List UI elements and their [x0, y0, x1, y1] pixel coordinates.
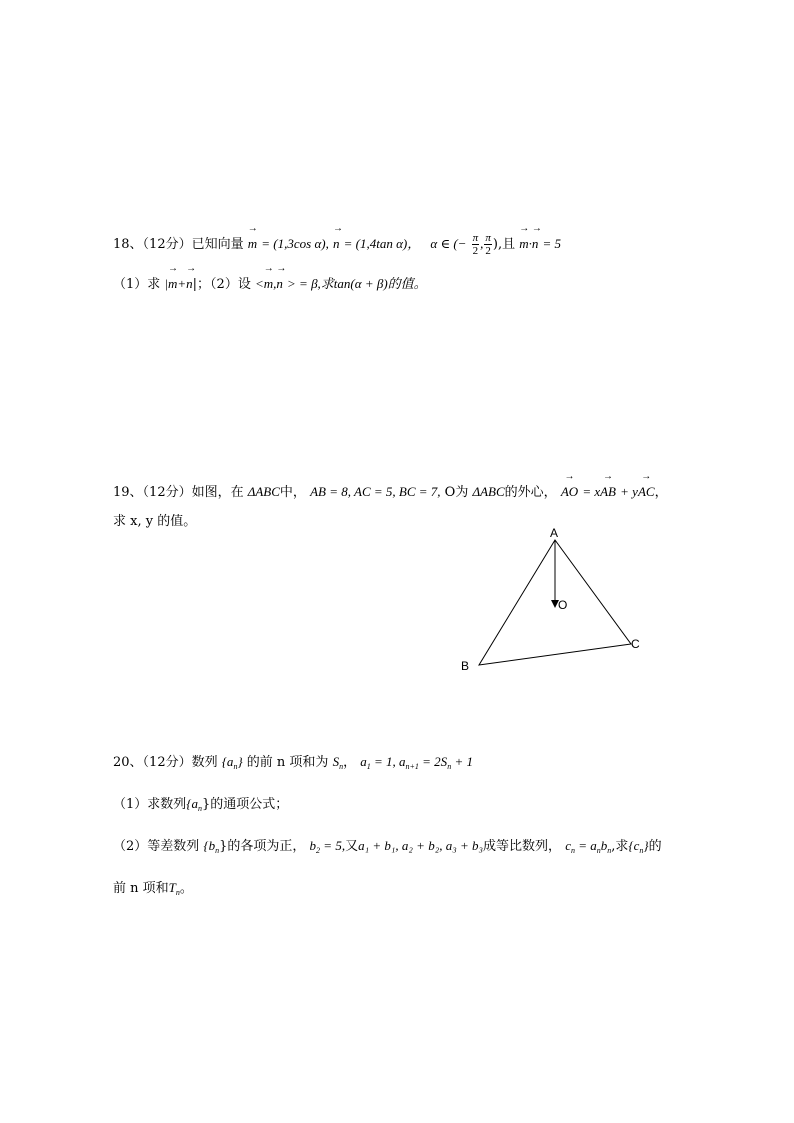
- q18-frac-1: $\frac{\pi}{2}$: [472, 232, 479, 257]
- q18-part1: （1）求: [113, 277, 161, 292]
- q19-line2: 求 x, y 的值。: [113, 514, 197, 529]
- q20-relation: $a_1 = 1$, $a_{n+1} = 2S_n + 1$: [360, 754, 473, 771]
- label-b: B: [461, 659, 470, 673]
- vector-ab: → AB: [600, 482, 616, 502]
- vector-n: → n: [333, 234, 340, 254]
- q18-prefix: 18、（12分）已知向量: [113, 237, 244, 252]
- q18-m-eq: = (1,3cos α),: [261, 236, 329, 251]
- q18-n-eq: = (1,4tan α)，: [343, 236, 421, 251]
- q20-line3: （2）等差数列 $\{b_n\}$的各项为正， $b_2 = 5$,又a₁ + b₁, a₂ + b₂, a₃ + b₃成等比数列， $c_n = a_nb_n$,求$\{c_n\}$的: [113, 838, 662, 855]
- vector-ac: → AC: [638, 482, 655, 502]
- q19-tri: ΔABC: [247, 484, 280, 499]
- q18-close-and: ),且: [492, 237, 516, 252]
- q20-line1: 20、（12分）数列 $\{a_n\}$ 的前 n 项和为 $S_n$， $a_1 = 1$, $a_{n+1} = 2S_n + 1$: [113, 754, 473, 771]
- q18-frac-2: $\frac{\pi}{2}$: [485, 232, 491, 257]
- q18-alpha-in: α ∈ (−: [430, 236, 467, 251]
- q19-o-text: O为: [444, 485, 469, 500]
- label-a: A: [550, 526, 559, 540]
- q19-conds: AB = 8, AC = 5, BC = 7,: [310, 484, 441, 499]
- q20-prefix: 20、（12分）数列: [113, 755, 218, 770]
- vector-m: → m: [248, 234, 257, 254]
- label-c: C: [631, 637, 640, 651]
- q18-line2: （1）求 |→ m+→ n|；（2）设 <→ m,→ n > = β,求tan(α + β)的值。: [113, 274, 427, 295]
- q20-line4: 前 n 项和$T_n$。: [113, 880, 193, 897]
- vector-ao: → AO: [561, 482, 578, 502]
- q19-prefix: 19、（12分）如图，在: [113, 485, 244, 500]
- q20-line2: （1）求数列$\{a_n\}$的通项公式；: [113, 796, 289, 813]
- q18-eq5: = 5: [542, 236, 562, 251]
- q19-line1: 19、（12分）如图，在 ΔABC中， AB = 8, AC = 5, BC = 7, O为 ΔABC的外心， → AO = x→ AB + y→ AC，: [113, 482, 668, 503]
- label-o: O: [558, 598, 568, 612]
- q18-angle-close: > = β,求tan(α + β)的值。: [287, 276, 427, 291]
- q18-line1: 18、（12分）已知向量 → m = (1,3cos α), → n = (1,4tan α)， α ∈ (− $\frac{\pi}{2}$ , $\frac{\pi}{2}$ ),且 → m·→ n = 5: [113, 232, 561, 257]
- triangle-figure: [455, 520, 655, 680]
